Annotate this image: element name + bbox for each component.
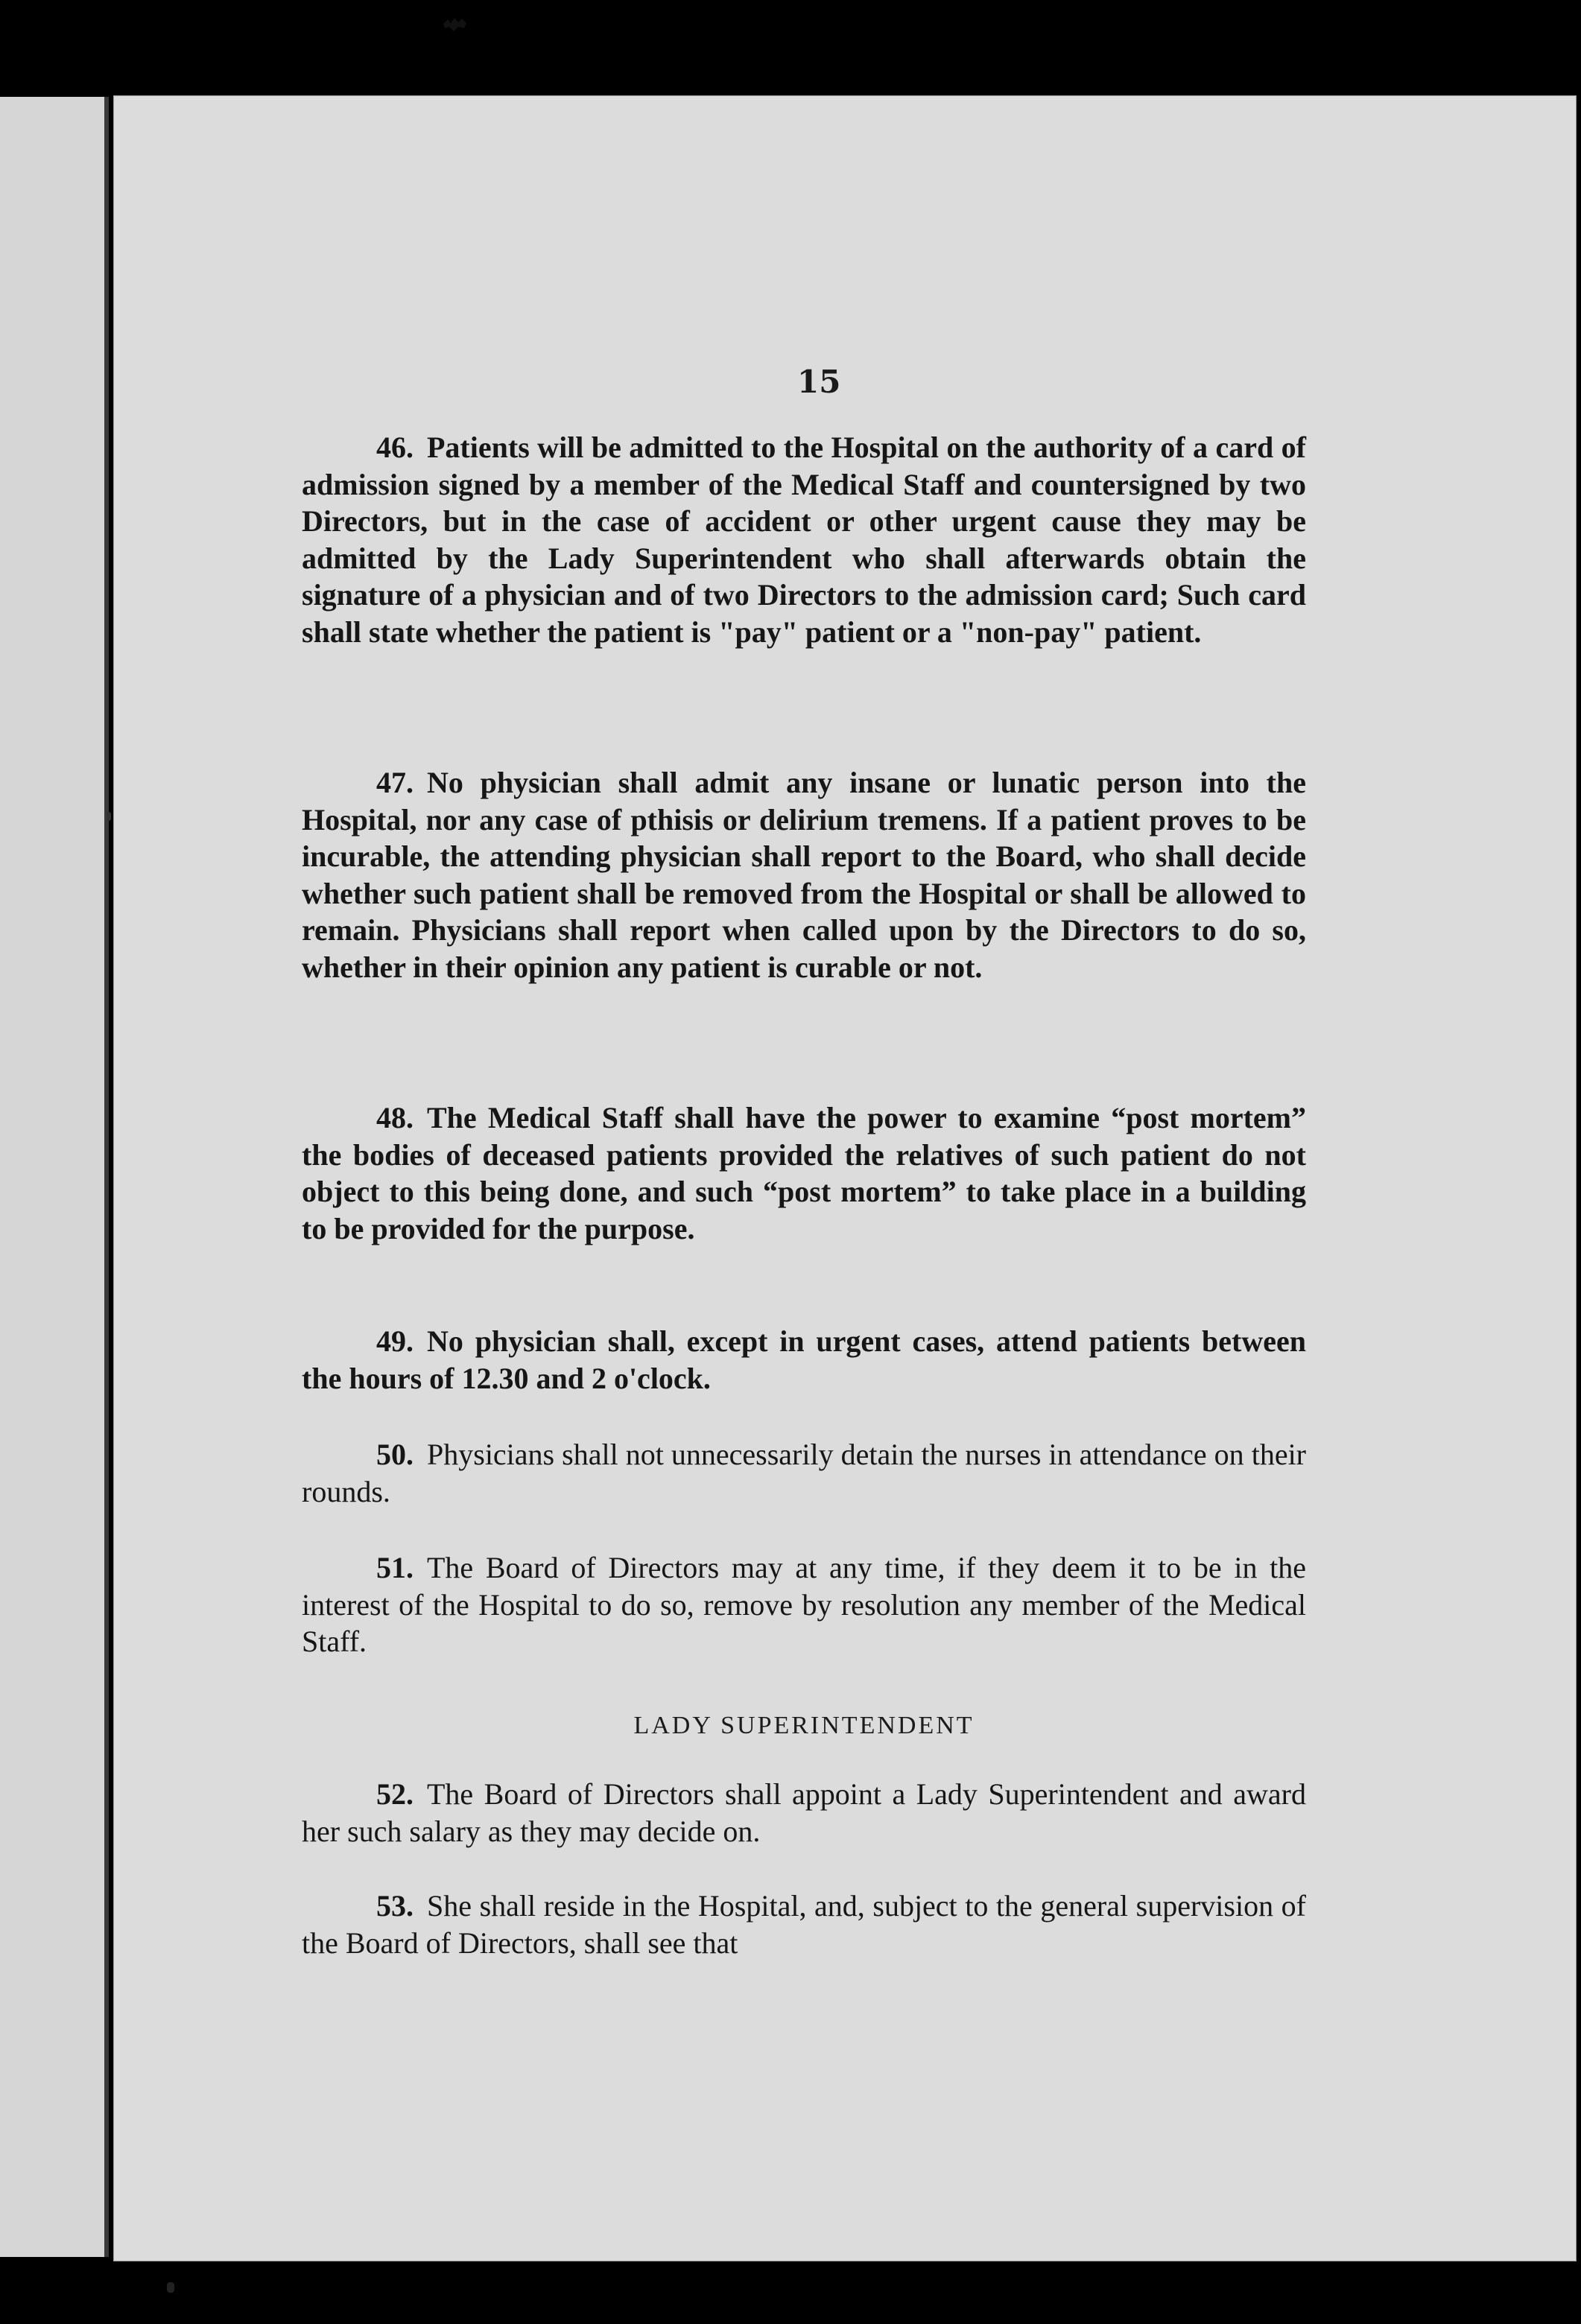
paragraph-47-body xyxy=(302,764,1306,985)
paragraph-text: She shall reside in the Hospital, and, subject to the general supervision of the Board of Directors, shall see that xyxy=(302,1889,1306,1960)
paragraph-text: The Board of Directors may at any time, if they deem it to be in the interest of the Hospital to do so, remove by resolution any member of the Medical Staff. xyxy=(302,1551,1306,1658)
paragraph-48-body xyxy=(302,1099,1306,1247)
paragraph-text: Physicians shall not unnecessarily detain the nurses in attendance on their rounds. xyxy=(302,1438,1306,1508)
paragraph-text: No physician shall admit any insane or lunatic person into the Hospital, nor any case of pthisis or delirium tremens. If a patient proves to be incurable, the attending physician shall report to the Board, who shall decide whether such patient shall be removed from the Hospital or shall be allowed to remain. Physicians shall report when called upon by the Directors to do so, whether in their opinion any patient is curable or not. xyxy=(302,766,1306,984)
paragraph-number: 48. xyxy=(376,1101,414,1134)
paragraph-number: 51. xyxy=(376,1551,414,1584)
paragraph-text: No physician shall, except in urgent cases, attend patients between the hours of 12.30 and 2 o'clock. xyxy=(302,1324,1306,1395)
paragraph-46 xyxy=(302,429,1306,650)
scan-speck-bottom xyxy=(167,2282,174,2293)
paragraph-number: 50. xyxy=(376,1438,414,1471)
paragraph-53 xyxy=(302,1888,1306,1961)
scan-speck-top xyxy=(442,16,469,33)
paragraph-49 xyxy=(302,1323,1306,1397)
paragraph-48 xyxy=(302,1099,1306,1247)
page-number: 15 xyxy=(797,363,841,400)
scan-speck-top-shape xyxy=(442,16,469,33)
paragraph-number: 49. xyxy=(376,1324,414,1358)
section-heading: LADY SUPERINTENDENT xyxy=(633,1712,975,1739)
paragraph-51-body xyxy=(302,1549,1306,1660)
paragraph-text: Patients will be admitted to the Hospital on the authority of a card of admission signed by a member of the Medical Staff and countersigned by two Directors, but in the case of accident or other urgent cause they may be admitted by the Lady Superintendent who shall afterwards obtain the signature of a physician and of two Directors to the admission card; Such card shall state whether the patient is "pay" patient or a "non-pay" patient. xyxy=(302,431,1306,649)
paragraph-52-body xyxy=(302,1776,1306,1850)
paragraph-50-body xyxy=(302,1436,1306,1510)
paragraph-49-body xyxy=(302,1323,1306,1397)
paragraph-51 xyxy=(302,1549,1306,1660)
paragraph-47 xyxy=(302,764,1306,985)
left-facing-page-edge xyxy=(0,97,109,2257)
paragraph-number: 46. xyxy=(376,431,414,464)
paragraph-number: 53. xyxy=(376,1889,414,1923)
paragraph-53-body xyxy=(302,1888,1306,1961)
paragraph-text: The Board of Directors shall appoint a Lady Superintendent and award her such salary as they may decide on. xyxy=(302,1777,1306,1848)
paragraph-50 xyxy=(302,1436,1306,1510)
paragraph-52 xyxy=(302,1776,1306,1850)
scan-speck-left xyxy=(107,812,111,821)
paragraph-number: 47. xyxy=(376,766,414,799)
paragraph-text: The Medical Staff shall have the power to examine “post mortem” the bodies of deceased patients provided the relatives of such patient do not object to this being done, and such “post mortem” to take place in a building to be provided for the purpose. xyxy=(302,1101,1306,1245)
paragraph-46-body xyxy=(302,429,1306,650)
paragraph-number: 52. xyxy=(376,1777,414,1811)
